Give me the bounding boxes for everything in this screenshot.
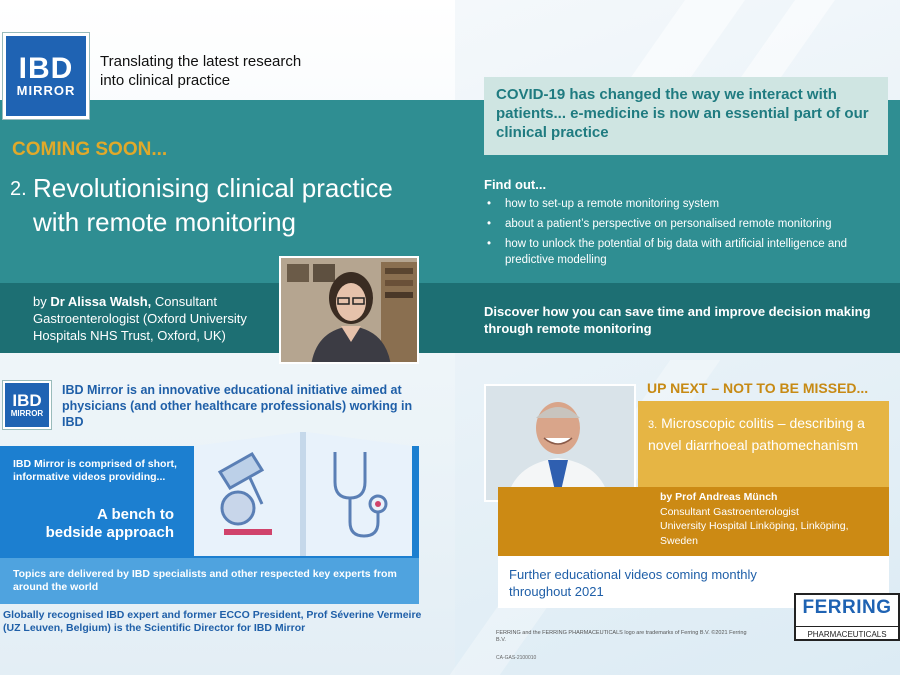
list-item: • how to unlock the potential of big data with artificial intelligence and predictive modelling <box>484 236 884 268</box>
next-episode-title-text: Microscopic colitis – describing a novel diarrhoeal pathomechanism <box>648 415 865 453</box>
byline-prefix: by <box>33 294 51 309</box>
pharmaceuticals-wordmark: PHARMACEUTICALS <box>796 626 898 639</box>
find-out-heading: Find out... <box>484 177 547 192</box>
byline-affiliation: Consultant Gastroenterologist (Oxford University Hospitals NHS Trust, Oxford, UK) <box>33 294 247 343</box>
byline-name: Dr Alissa Walsh, <box>50 294 152 309</box>
speaker-portrait <box>486 386 636 502</box>
comprised-text: IBD Mirror is comprised of short, informative videos providing... <box>13 458 177 483</box>
feature-byline <box>33 293 273 344</box>
scientific-director-text: Globally recognised IBD expert and former ECCO President, Prof Séverine Vermeire (UZ Leuven, Belgium) is the Scientific Director for IBD Mirror <box>3 609 422 634</box>
speaker-photo-munch <box>484 384 636 502</box>
feature-title-line: with remote monitoring <box>33 207 296 237</box>
bench-line: bedside approach <box>45 524 174 541</box>
find-out-list <box>484 196 884 272</box>
trademark-notice: FERRING and the FERRING PHARMACEUTICALS logo are trademarks of Ferring B.V. ©2021 Ferring B.V. <box>496 630 747 643</box>
next-episode-number: 3. <box>648 419 658 431</box>
initiative-text: IBD Mirror is an innovative educational initiative aimed at physicians (and other healthcare professionals) working in IBD <box>62 383 413 429</box>
logo-text: MIRROR <box>10 409 44 418</box>
logo-text: IBD <box>12 391 42 410</box>
ibd-mirror-small-logo <box>3 381 51 429</box>
feature-number: 2. <box>10 178 27 200</box>
coming-soon-label: COMING SOON... <box>12 139 168 160</box>
speaker-portrait <box>281 258 419 364</box>
book-icon <box>190 432 416 558</box>
bench-to-bedside-heading <box>12 506 174 542</box>
ferring-wordmark: FERRING <box>802 597 892 618</box>
presenter-affiliation: University Hospital Linköping, Linköping, Sweden <box>660 520 849 547</box>
reference-code: CA-GAS-2100010 <box>496 655 537 661</box>
tagline-line: Translating the latest research <box>100 53 302 70</box>
bench-line: A bench to <box>97 506 174 523</box>
discover-text: Discover how you can save time and improve decision making through remote monitoring <box>484 304 871 336</box>
tagline-line: into clinical practice <box>100 72 231 89</box>
logo-text: IBD <box>18 52 74 85</box>
presenter-role: Consultant Gastroenterologist <box>660 505 799 518</box>
logo-text: MIRROR <box>16 83 76 98</box>
ibd-mirror-logo <box>3 33 89 119</box>
speaker-photo-walsh <box>279 256 419 364</box>
covid-callout: COVID-19 has changed the way we interact with patients... e-medicine is now an essential part of our clinical practice <box>484 77 888 155</box>
topics-text: Topics are delivered by IBD specialists and other respected key experts from around the world <box>13 568 397 593</box>
ferring-logo <box>794 593 900 641</box>
up-next-heading: UP NEXT – NOT TO BE MISSED... <box>647 380 869 396</box>
open-book-illustration <box>190 432 416 558</box>
list-item: • about a patient’s perspective on personalised remote monitoring <box>484 216 884 232</box>
feature-title <box>33 171 453 239</box>
next-episode-title <box>648 413 883 455</box>
further-videos-text: Further educational videos coming monthly throughout 2021 <box>509 567 757 599</box>
feature-title-line: Revolutionising clinical practice <box>33 173 393 203</box>
list-item: • how to set-up a remote monitoring system <box>484 196 884 212</box>
next-presenter <box>660 490 885 548</box>
tagline <box>100 52 301 90</box>
presenter-name: by Prof Andreas Münch <box>660 491 778 503</box>
